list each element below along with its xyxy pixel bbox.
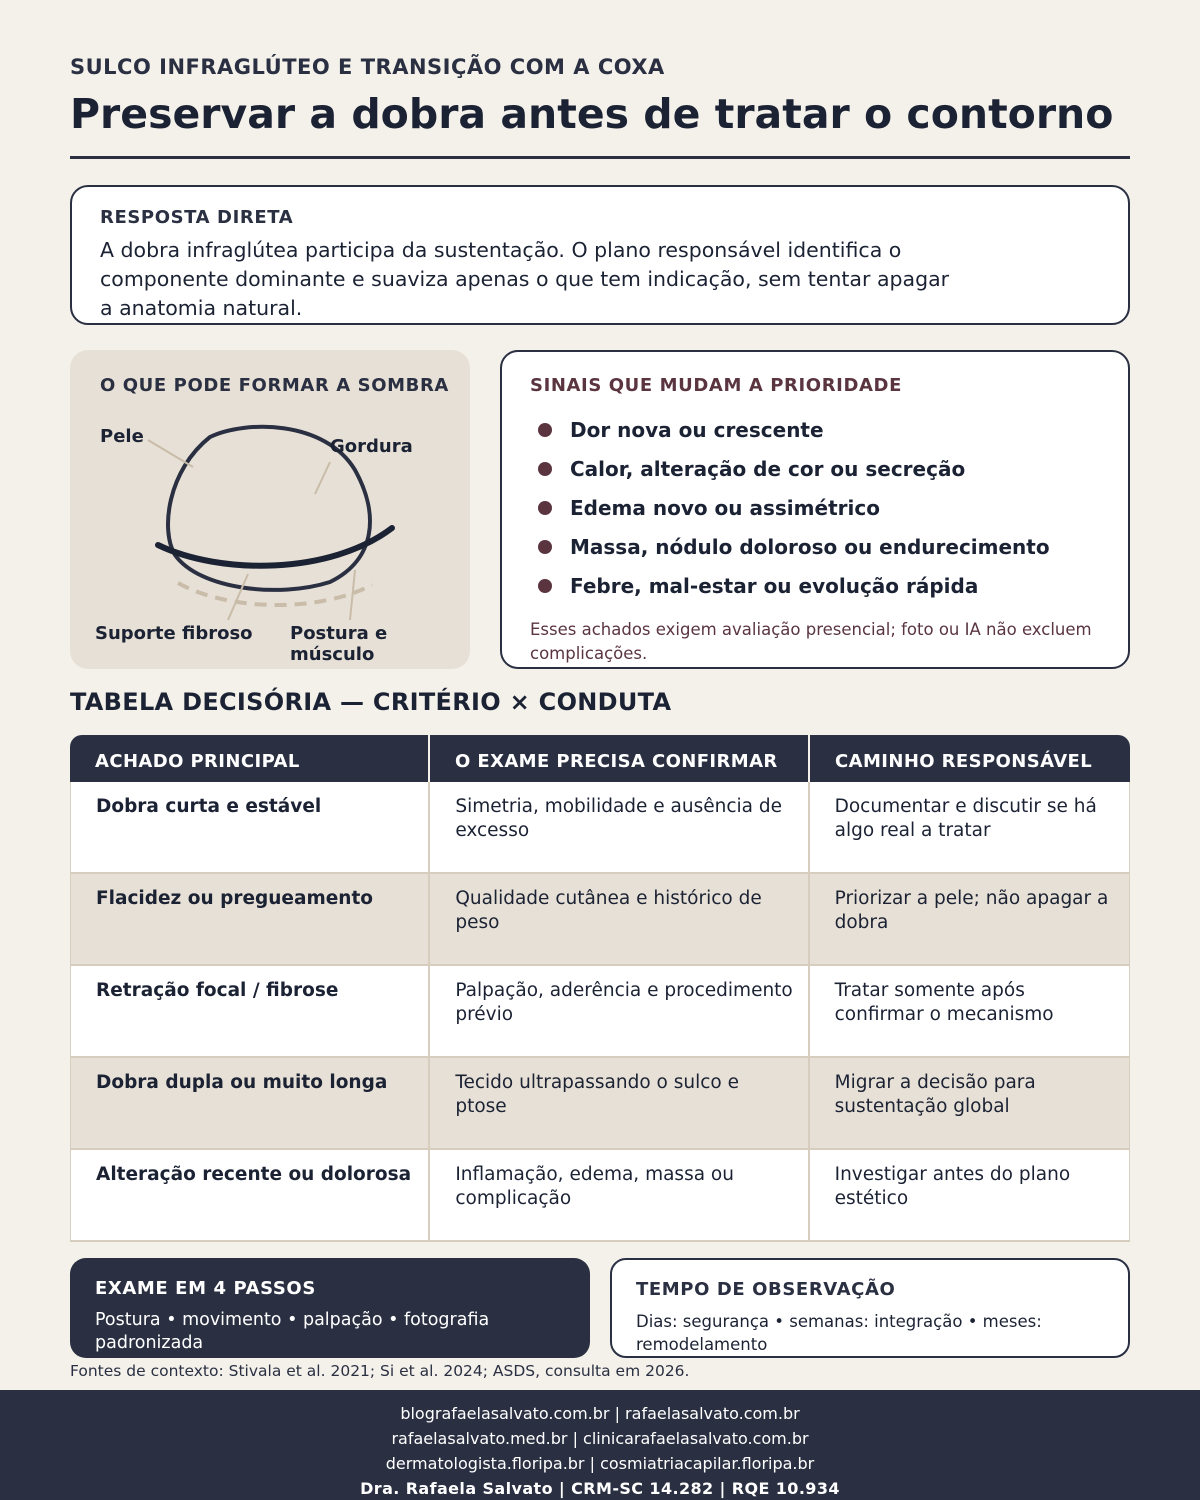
table-row [70,966,1130,1058]
table-cell: Dobra dupla ou muito longa [71,1058,430,1148]
column-header: O EXAME PRECISA CONFIRMAR [430,735,810,782]
bullet-dot-icon [538,462,552,476]
fat-leader-line [315,462,330,494]
table-header [70,735,1130,782]
footer-links-line: rafaelasalvato.med.br | clinicarafaelasalvato.com.br [391,1429,809,1448]
table-cell: Migrar a decisão para sustentação global [834,1072,1036,1117]
shadow-diagram-heading: O QUE PODE FORMAR A SOMBRA [100,375,449,396]
priority-signs-heading: SINAIS QUE MUDAM A PRIORIDADE [530,375,902,396]
column-header: CAMINHO RESPONSÁVEL [835,751,1093,772]
page-kicker: SULCO INFRAGLÚTEO E TRANSIÇÃO COM A COXA [70,55,665,79]
sign-text: Massa, nódulo doloroso ou endurecimento [570,534,1050,559]
column-header: ACHADO PRINCIPAL [70,735,430,782]
table-cell: Alteração recente ou dolorosa [71,1150,430,1240]
gluteal-fold-diagram [70,350,470,669]
skin-leader-line [148,440,193,467]
sign-text: Febre, mal-estar ou evolução rápida [570,573,979,598]
table-cell: Tecido ultrapassando o sulco e ptose [430,1058,809,1148]
sign-text: Edema novo ou assimétrico [570,495,880,520]
label-fat: Gordura [330,436,413,457]
exam-steps-text: Postura • movimento • palpação • fotografia padronizada [95,1310,490,1353]
table-cell: Tratar somente após confirmar o mecanismo [834,980,1054,1025]
direct-answer-text: A dobra infraglútea participa da sustentação. O plano responsável identifica o componente dominante e suaviza apenas o que tem indicação, sem tentar apagar a anatomia natural. [100,238,950,320]
table-cell: Flacidez ou pregueamento [71,874,430,964]
posture-leader-line [350,570,355,620]
observation-time-text: Dias: segurança • semanas: integração • meses: remodelamento [636,1312,1042,1354]
list-item [538,566,1050,605]
table-cell: Simetria, mobilidade e ausência de excesso [430,782,809,872]
table-cell: Documentar e discutir se há algo real a tratar [834,796,1097,841]
fibrous-support-dashed-line [178,583,372,605]
bullet-dot-icon [538,423,552,437]
label-fibrous-support: Suporte fibroso [95,623,253,644]
footer-signature: Dra. Rafaela Salvato | CRM-SC 14.282 | RQE 10.934 [360,1479,840,1498]
table-cell: Retração focal / fibrose [71,966,430,1056]
direct-answer-heading: RESPOSTA DIRETA [100,207,294,228]
label-skin: Pele [100,426,144,447]
table-row [70,782,1130,874]
table-row [70,1058,1130,1150]
sign-text: Calor, alteração de cor ou secreção [570,456,966,481]
list-item [538,527,1050,566]
footer-links-line: blografaelasalvato.com.br | rafaelasalvato.com.br [400,1404,800,1423]
bullet-dot-icon [538,540,552,554]
priority-signs-card [500,350,1130,669]
title-divider [70,156,1130,159]
table-cell: Priorizar a pele; não apagar a dobra [834,888,1109,933]
footer-links-line: dermatologista.floripa.br | cosmiatriacapilar.floripa.br [385,1454,815,1473]
exam-steps-heading: EXAME EM 4 PASSOS [95,1278,316,1299]
table-cell: Investigar antes do plano estético [834,1164,1071,1209]
list-item [538,488,1050,527]
page-title: Preservar a dobra antes de tratar o contorno [70,90,1114,138]
observation-time-heading: TEMPO DE OBSERVAÇÃO [636,1279,896,1300]
decision-table [70,735,1130,1242]
direct-answer-card [70,185,1130,325]
bullet-dot-icon [538,501,552,515]
observation-time-card [610,1258,1130,1358]
priority-signs-note: Esses achados exigem avaliação presencial; foto ou IA não excluem complicações. [530,620,1092,663]
footer [0,1390,1200,1500]
bullet-dot-icon [538,579,552,593]
table-cell: Inflamação, edema, massa ou complicação [430,1150,809,1240]
shadow-diagram-card [70,350,470,669]
list-item [538,410,1050,449]
sources-note: Fontes de contexto: Stivala et al. 2021; Si et al. 2024; ASDS, consulta em 2026. [70,1362,690,1380]
table-cell: Dobra curta e estável [71,782,430,872]
list-item [538,449,1050,488]
sign-text: Dor nova ou crescente [570,417,824,442]
table-cell: Qualidade cutânea e histórico de peso [430,874,809,964]
priority-signs-list [538,410,1050,605]
table-row [70,1150,1130,1242]
exam-steps-card [70,1258,590,1358]
label-posture-muscle: Postura e músculo [290,623,388,665]
support-leader-line [228,574,248,620]
table-row [70,874,1130,966]
table-cell: Palpação, aderência e procedimento prévio [430,966,809,1056]
decision-table-title: TABELA DECISÓRIA — CRITÉRIO × CONDUTA [70,688,672,716]
